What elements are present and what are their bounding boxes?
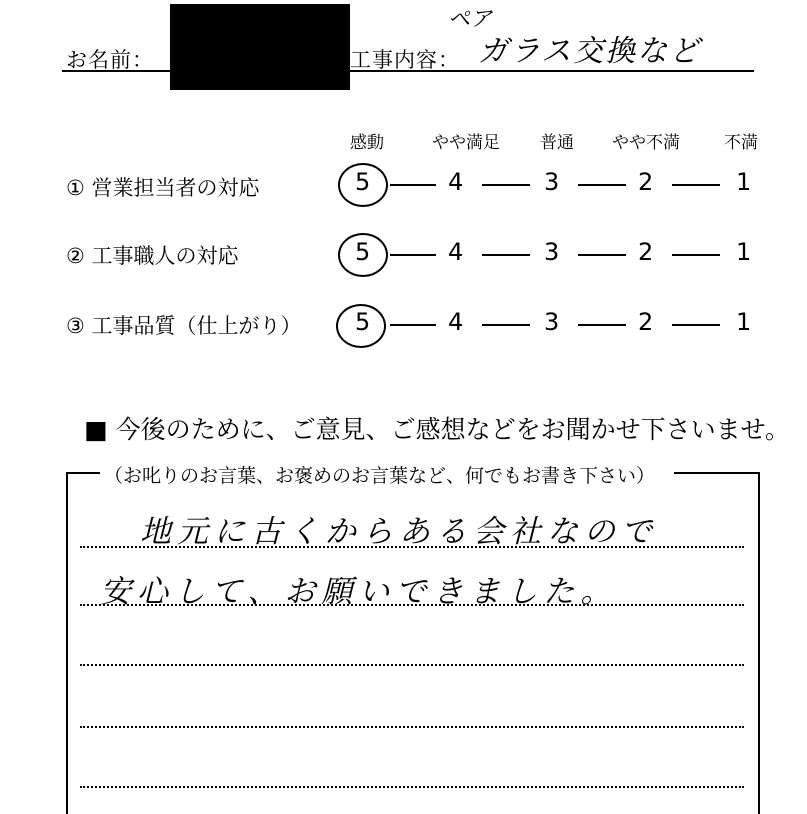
question-1-label: ① 営業担当者の対応 xyxy=(66,176,260,200)
q1-value-4[interactable]: 4 xyxy=(448,168,464,196)
q3-value-2[interactable]: 2 xyxy=(638,308,654,336)
comment-subprompt: （お叱りのお言葉、お褒めのお言葉など、何でもお書き下さい） xyxy=(104,465,656,487)
comment-line xyxy=(80,786,744,788)
q2-connector xyxy=(390,254,436,256)
question-3-label: ③ 工事品質（仕上がり） xyxy=(66,314,302,338)
scale-header-1: 不満 xyxy=(724,133,758,153)
redacted-name-block xyxy=(170,4,350,90)
q3-value-3[interactable]: 3 xyxy=(544,308,560,336)
q3-value-5[interactable]: 5 xyxy=(355,308,371,336)
name-label: お名前： xyxy=(66,48,154,72)
comment-line xyxy=(80,664,744,666)
q1-connector xyxy=(482,184,530,186)
q2-value-1[interactable]: 1 xyxy=(736,238,752,266)
q3-value-4[interactable]: 4 xyxy=(448,308,464,336)
scale-header-5: 感動 xyxy=(350,133,384,153)
work-value-annotation: ペア xyxy=(448,7,493,32)
q2-value-3[interactable]: 3 xyxy=(544,238,560,266)
q1-connector xyxy=(672,184,720,186)
q3-connector xyxy=(390,324,436,326)
q1-value-1[interactable]: 1 xyxy=(736,168,752,196)
q1-value-3[interactable]: 3 xyxy=(544,168,560,196)
q2-value-5[interactable]: 5 xyxy=(355,238,371,266)
comment-prompt: ■ 今後のために、ご意見、ご感想などをお聞かせ下さいませ。 xyxy=(84,415,790,444)
scale-header-2: やや不満 xyxy=(612,133,680,153)
q1-value-5[interactable]: 5 xyxy=(355,168,371,196)
header-underline xyxy=(62,70,754,72)
q2-connector xyxy=(672,254,720,256)
scale-header-3: 普通 xyxy=(540,133,574,153)
q2-value-2[interactable]: 2 xyxy=(638,238,654,266)
q2-value-4[interactable]: 4 xyxy=(448,238,464,266)
q1-connector xyxy=(578,184,626,186)
comment-text-line-2: 安心して、お願いできました。 xyxy=(100,574,618,610)
q3-connector xyxy=(672,324,720,326)
q2-connector xyxy=(482,254,530,256)
q3-connector xyxy=(482,324,530,326)
comment-text-line-1: 地元に古くからある会社なので xyxy=(140,514,658,550)
q1-value-2[interactable]: 2 xyxy=(638,168,654,196)
work-content-label: 工事内容： xyxy=(350,48,460,72)
scale-header-4: やや満足 xyxy=(432,133,500,153)
question-2-label: ② 工事職人の対応 xyxy=(66,244,239,268)
q2-connector xyxy=(578,254,626,256)
q3-value-1[interactable]: 1 xyxy=(736,308,752,336)
q1-connector xyxy=(390,184,436,186)
comment-line xyxy=(80,726,744,728)
q3-connector xyxy=(578,324,626,326)
work-value: ガラス交換など xyxy=(478,34,702,69)
